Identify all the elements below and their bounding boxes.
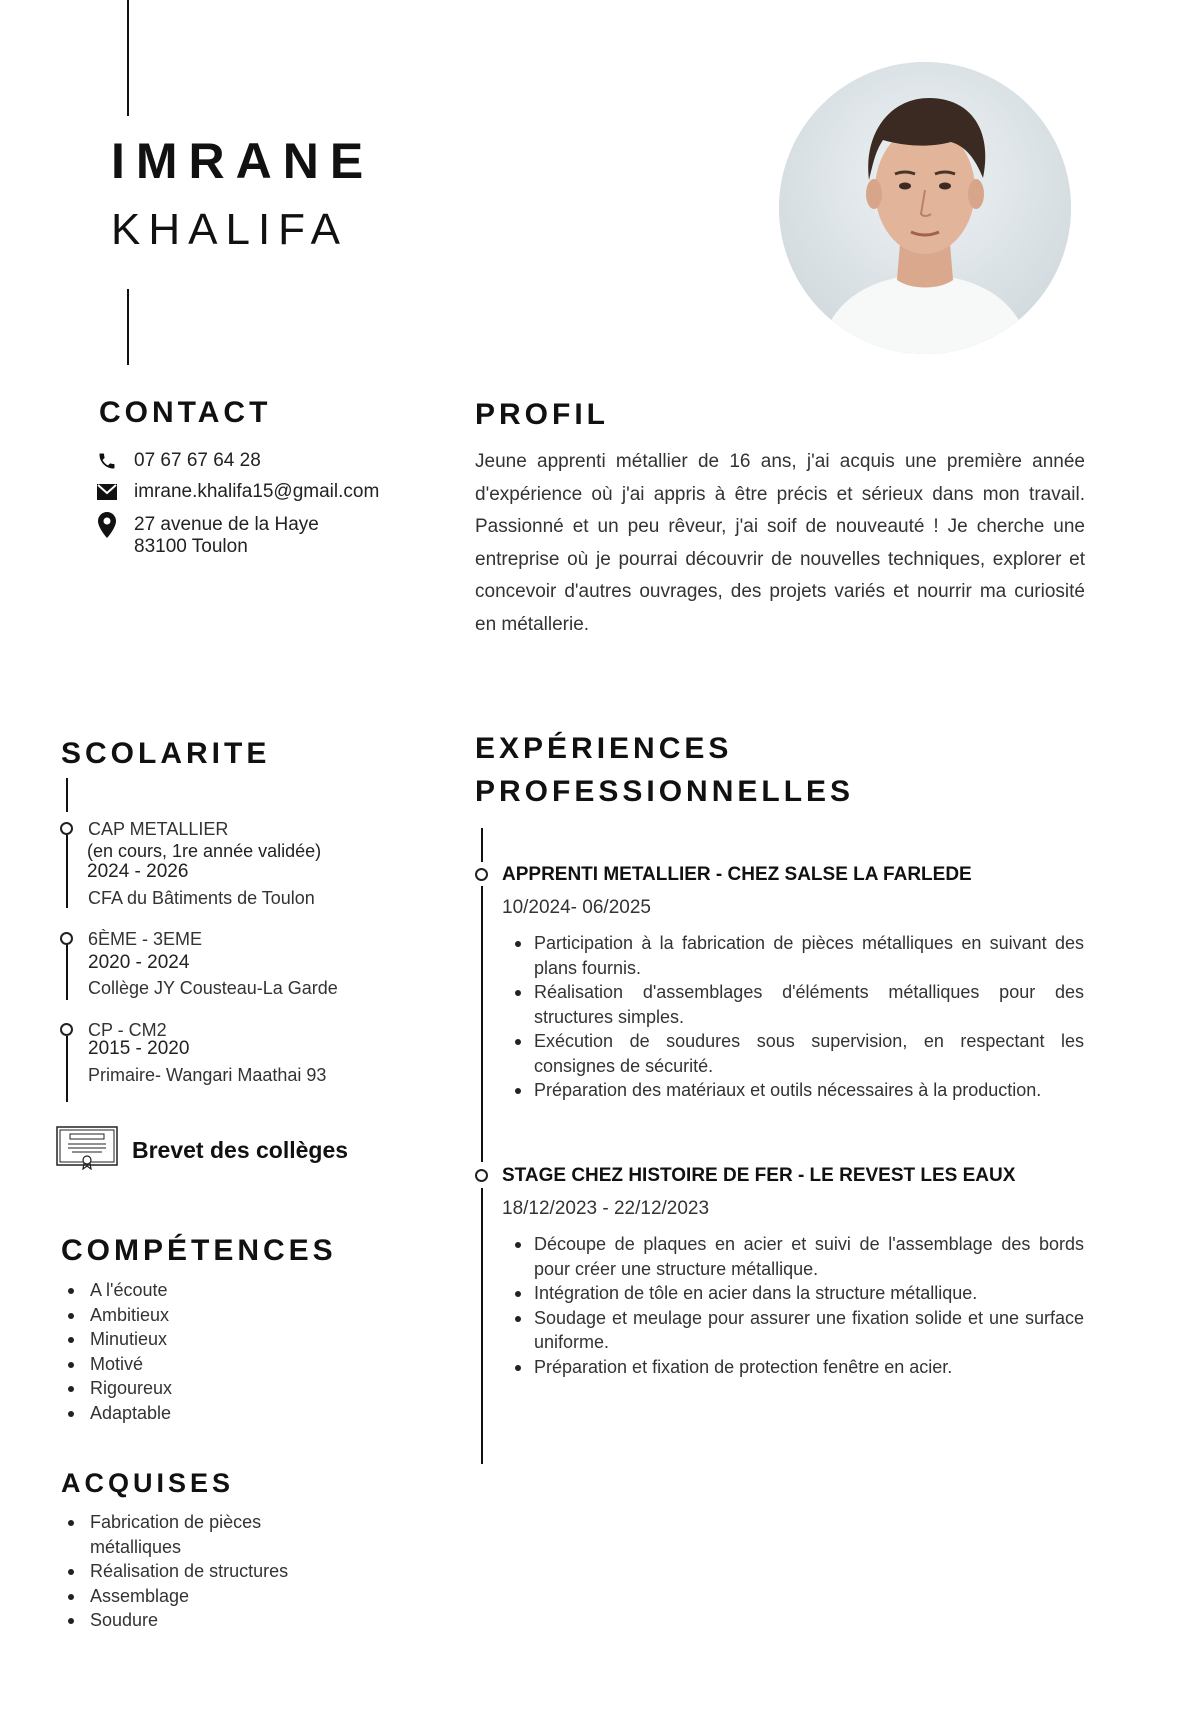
- job-tasks: [504, 1232, 1084, 1379]
- profile-text: Jeune apprenti métallier de 16 ans, j'ai acquis une première année d'expérience où j'ai appris à être précis et sérieux dans mon travail. Passionné et un peu rêveur, j'ai soif de nouveauté ! Je cherche une entreprise où je pourrai découvrir de nouvelles techniques, explorer et concevoir d'autres ouvrages, des projets variés et nourrir ma curiosité en métallerie.: [475, 451, 1085, 635]
- timeline-dot: [60, 822, 73, 835]
- job-title: STAGE CHEZ HISTOIRE DE FER - LE REVEST LES EAUX: [502, 1165, 1016, 1186]
- education-timeline-line-4: [66, 1036, 68, 1102]
- mail-icon: [96, 481, 118, 503]
- job-dates: 10/2024- 06/2025: [502, 897, 651, 918]
- timeline-dot: [60, 1023, 73, 1036]
- timeline-dot: [475, 1169, 488, 1182]
- skill-item: Ambitieux: [61, 1303, 391, 1328]
- skills-title: COMPÉTENCES: [61, 1234, 337, 1267]
- contact-title: CONTACT: [99, 396, 272, 429]
- header-bottom-line: [127, 289, 129, 365]
- contact-email: [96, 481, 379, 503]
- timeline-dot: [60, 932, 73, 945]
- education-school: Collège JY Cousteau-La Garde: [88, 978, 338, 998]
- job-task: Participation à la fabrication de pièces métalliques en suivant des plans fournis.: [504, 931, 1084, 980]
- experience-timeline-line-2: [481, 886, 483, 1162]
- skill-item: Rigoureux: [61, 1376, 391, 1401]
- timeline-dot: [475, 868, 488, 881]
- education-title: SCOLARITE: [61, 737, 271, 770]
- job-task: Exécution de soudures sous supervision, en respectant les consignes de sécurité.: [504, 1029, 1084, 1078]
- job-dates: 18/12/2023 - 22/12/2023: [502, 1198, 710, 1219]
- acquired-item: Soudure: [61, 1608, 321, 1633]
- education-timeline-line-3: [66, 944, 68, 1000]
- skill-item: Adaptable: [61, 1401, 391, 1426]
- job-title: APPRENTI METALLIER - CHEZ SALSE LA FARLEDE: [502, 864, 972, 885]
- job-tasks: [504, 931, 1084, 1103]
- job-task: Réalisation d'assemblages d'éléments métalliques pour des structures simples.: [504, 980, 1084, 1029]
- job-task: Découpe de plaques en acier et suivi de l'assemblage des bords pour créer une structure métallique.: [504, 1232, 1084, 1281]
- job-task: Intégration de tôle en acier dans la structure métallique.: [504, 1281, 1084, 1306]
- skill-item: Motivé: [61, 1352, 391, 1377]
- contact-phone: [96, 450, 261, 472]
- education-timeline-line-1: [66, 778, 68, 812]
- education-school: Primaire- Wangari Maathai 93: [88, 1065, 327, 1085]
- experience-timeline-line-1: [481, 828, 483, 862]
- last-name: KHALIFA: [111, 205, 348, 254]
- education-timeline-line-2: [66, 834, 68, 908]
- experience-title-line2: PROFESSIONNELLES: [475, 775, 855, 808]
- acquired-list: [61, 1510, 321, 1633]
- certificate-label: Brevet des collèges: [132, 1137, 349, 1163]
- education-note: (en cours, 1re année validée): [87, 841, 322, 861]
- education-name: 6ÈME - 3EME: [88, 929, 203, 949]
- acquired-item: Fabrication de pièces métalliques: [61, 1510, 321, 1559]
- education-years: 2024 - 2026: [87, 861, 189, 882]
- contact-address: [96, 514, 319, 558]
- education-school: CFA du Bâtiments de Toulon: [88, 888, 315, 908]
- phone-number[interactable]: 07 67 67 64 28: [134, 450, 261, 471]
- education-years: 2015 - 2020: [88, 1038, 190, 1059]
- address-line1: 27 avenue de la Haye: [134, 514, 319, 535]
- profile-title: PROFIL: [475, 398, 609, 431]
- experience-timeline-line-3: [481, 1188, 483, 1464]
- job-task: Préparation et fixation de protection fenêtre en acier.: [504, 1355, 1084, 1380]
- acquired-title: ACQUISES: [61, 1468, 235, 1498]
- job-task: Préparation des matériaux et outils nécessaires à la production.: [504, 1078, 1084, 1103]
- job-task: Soudage et meulage pour assurer une fixation solide et une surface uniforme.: [504, 1306, 1084, 1355]
- experience-title-line1: EXPÉRIENCES: [475, 732, 733, 765]
- acquired-item: Réalisation de structures: [61, 1559, 321, 1584]
- education-name: CP - CM2: [88, 1020, 167, 1040]
- email-address[interactable]: imrane.khalifa15@gmail.com: [134, 481, 380, 502]
- certificate-icon: [56, 1126, 118, 1175]
- location-pin-icon: [96, 514, 118, 536]
- certificate: [56, 1126, 348, 1175]
- profile-photo: [779, 62, 1071, 354]
- education-name: CAP METALLIER: [88, 819, 229, 839]
- acquired-item: Assemblage: [61, 1584, 321, 1609]
- first-name: IMRANE: [111, 133, 375, 189]
- phone-icon: [96, 450, 118, 472]
- skills-list: [61, 1278, 391, 1426]
- header-top-line: [127, 0, 129, 116]
- address-line2: 83100 Toulon: [134, 536, 248, 557]
- skill-item: Minutieux: [61, 1327, 391, 1352]
- skill-item: A l'écoute: [61, 1278, 391, 1303]
- education-years: 2020 - 2024: [88, 952, 190, 973]
